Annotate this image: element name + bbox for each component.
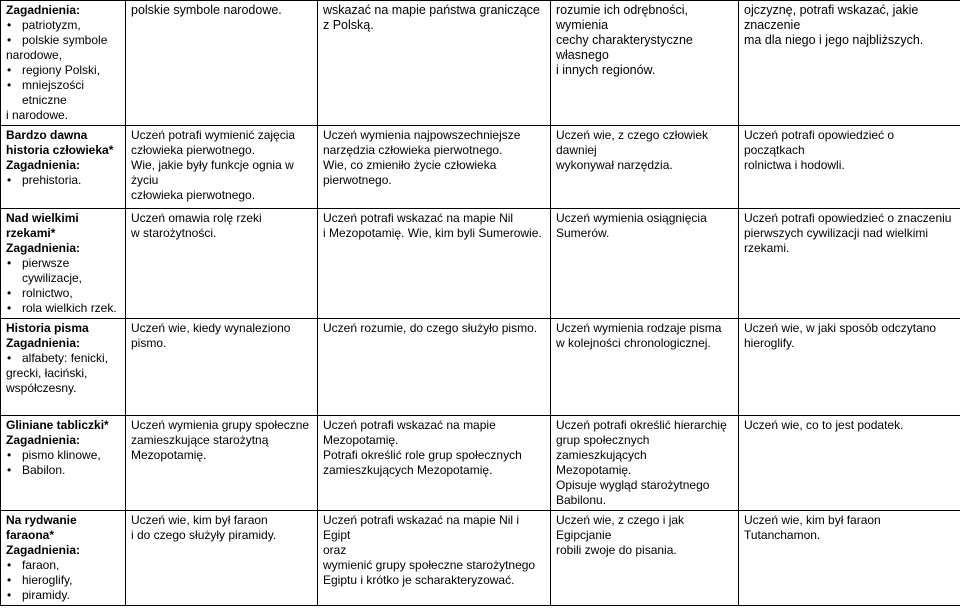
table-row [1, 319, 960, 416]
requirement-text: Uczeń wie, kim był faraon i do czego służyły piramidy. [131, 513, 277, 542]
list-continuation: i narodowe. [6, 108, 69, 122]
table-row [1, 511, 960, 606]
list-item: • polskie symbole [20, 33, 121, 48]
requirement-cell [318, 209, 551, 319]
table-row [1, 126, 960, 209]
list-item: • piramidy. [20, 588, 121, 603]
requirement-text: Uczeń omawia rolę rzeki w starożytności. [131, 211, 262, 240]
requirement-text: Uczeń potrafi wymienić zajęcia człowieka pierwotnego. Wie, jakie były funkcje ognia w życiu człowieka pierwotnego. [131, 128, 296, 202]
topic-list [6, 18, 121, 48]
requirement-text: Uczeń potrafi określić hierarchię grup społecznych zamieszkujących Mezopotamię. Opisuje wygląd starożytnego Babilonu. [556, 418, 727, 507]
requirement-text: Uczeń wymienia grupy społeczne zamieszkujące starożytną Mezopotamię. [131, 418, 310, 462]
requirement-text: Uczeń potrafi wskazać na mapie Mezopotamię. Potrafi określić role grup społecznych zamieszkujących Mezopotamię. [323, 418, 522, 477]
topic-list [6, 558, 121, 603]
list-item: • pismo klinowe, [20, 448, 121, 463]
topic-title: Historia pisma [6, 321, 89, 335]
requirement-cell [551, 416, 739, 511]
requirement-text: Uczeń wie, z czego człowiek dawniej wykonywał narzędzia. [556, 128, 709, 172]
list-item: • alfabety: fenicki, [20, 351, 121, 366]
requirement-cell [739, 126, 960, 209]
requirement-cell [551, 126, 739, 209]
requirement-cell [126, 511, 318, 606]
requirement-text: Uczeń wie, co to jest podatek. [744, 418, 904, 432]
requirement-text: ojczyznę, potrafi wskazać, jakie znaczenie ma dla niego i jego najbliższych. [744, 3, 924, 47]
requirement-cell [739, 209, 960, 319]
zagadnienia-label: Zagadnienia: [6, 158, 81, 172]
topic-cell [1, 511, 126, 606]
zagadnienia-label: Zagadnienia: [6, 543, 81, 557]
table-row [1, 209, 960, 319]
topic-list [6, 173, 121, 188]
requirement-cell [126, 126, 318, 209]
requirement-cell [318, 126, 551, 209]
zagadnienia-label: Zagadnienia: [6, 3, 81, 17]
requirement-text: Uczeń wymienia osiągnięcia Sumerów. [556, 211, 707, 240]
requirement-text: Uczeń potrafi wskazać na mapie Nil i Mezopotamię. Wie, kim byli Sumerowie. [323, 211, 542, 240]
list-item: • pierwsze cywilizacje, [20, 256, 121, 286]
list-item: • rolnictwo, [20, 286, 121, 301]
topic-title: Bardzo dawna historia człowieka* [6, 128, 114, 157]
topic-title: Nad wielkimi rzekami* [6, 211, 79, 240]
list-item: • hieroglify, [20, 573, 121, 588]
requirement-cell [551, 511, 739, 606]
requirement-text: Uczeń wie, z czego i jak Egipcjanie robili zwoje do pisania. [556, 513, 685, 557]
table-row [1, 1, 960, 126]
topic-cell [1, 1, 126, 126]
requirement-cell [551, 209, 739, 319]
list-item: • prehistoria. [20, 173, 121, 188]
requirement-cell [318, 416, 551, 511]
requirement-cell [551, 319, 739, 416]
list-item: • regiony Polski, [20, 63, 121, 78]
requirement-cell [739, 319, 960, 416]
requirement-cell [739, 511, 960, 606]
requirement-text: Uczeń wie, w jaki sposób odczytano hieroglify. [744, 321, 937, 350]
requirement-cell [318, 319, 551, 416]
requirement-text: Uczeń potrafi wskazać na mapie Nil i Egipt oraz wymienić grupy społeczne starożytnego Egiptu i krótko je scharakteryzować. [323, 513, 536, 587]
requirement-cell [739, 416, 960, 511]
requirement-cell [551, 1, 739, 126]
list-item: • rola wielkich rzek. [20, 301, 121, 316]
requirement-cell [126, 1, 318, 126]
topic-cell [1, 319, 126, 416]
requirement-cell [126, 416, 318, 511]
list-continuation: grecki, łaciński, współczesny. [6, 366, 88, 395]
requirement-cell [126, 209, 318, 319]
requirement-cell [318, 511, 551, 606]
list-item: • patriotyzm, [20, 18, 121, 33]
requirement-text: Uczeń potrafi opowiedzieć o znaczeniu pierwszych cywilizacji nad wielkimi rzekami. [744, 211, 952, 255]
table-row [1, 416, 960, 511]
zagadnienia-label: Zagadnienia: [6, 241, 81, 255]
topic-title: Na rydwanie faraona* [6, 513, 77, 542]
topic-cell [1, 209, 126, 319]
topic-list [6, 63, 121, 108]
requirement-text: Uczeń wie, kim był faraon Tutanchamon. [744, 513, 881, 542]
requirement-cell [318, 1, 551, 126]
requirement-text: polskie symbole narodowe. [131, 3, 282, 17]
topic-title: Gliniane tabliczki* [6, 418, 109, 432]
requirement-text: wskazać na mapie państwa graniczące z Polską. [323, 3, 540, 32]
requirement-text: Uczeń wie, kiedy wynaleziono pismo. [131, 321, 291, 350]
requirement-text: rozumie ich odrębności, wymienia cechy charakterystyczne własnego i innych regionów. [556, 3, 693, 77]
list-item: • faraon, [20, 558, 121, 573]
requirement-cell [739, 1, 960, 126]
requirement-cell [126, 319, 318, 416]
topic-list [6, 351, 121, 366]
requirement-text: Uczeń wymienia najpowszechniejsze narzędzia człowieka pierwotnego. Wie, co zmieniło życie człowieka pierwotnego. [323, 128, 521, 187]
topic-cell [1, 416, 126, 511]
zagadnienia-label: Zagadnienia: [6, 336, 81, 350]
list-item: • mniejszości etniczne [20, 78, 121, 108]
requirement-text: Uczeń wymienia rodzaje pisma w kolejności chronologicznej. [556, 321, 722, 350]
zagadnienia-label: Zagadnienia: [6, 433, 81, 447]
topic-cell [1, 126, 126, 209]
requirement-text: Uczeń rozumie, do czego służyło pismo. [323, 321, 538, 335]
list-item: • Babilon. [20, 463, 121, 478]
list-continuation: narodowe, [6, 48, 63, 62]
topic-list [6, 256, 121, 316]
topic-list [6, 448, 121, 478]
requirement-text: Uczeń potrafi opowiedzieć o początkach rolnictwa i hodowli. [744, 128, 895, 172]
